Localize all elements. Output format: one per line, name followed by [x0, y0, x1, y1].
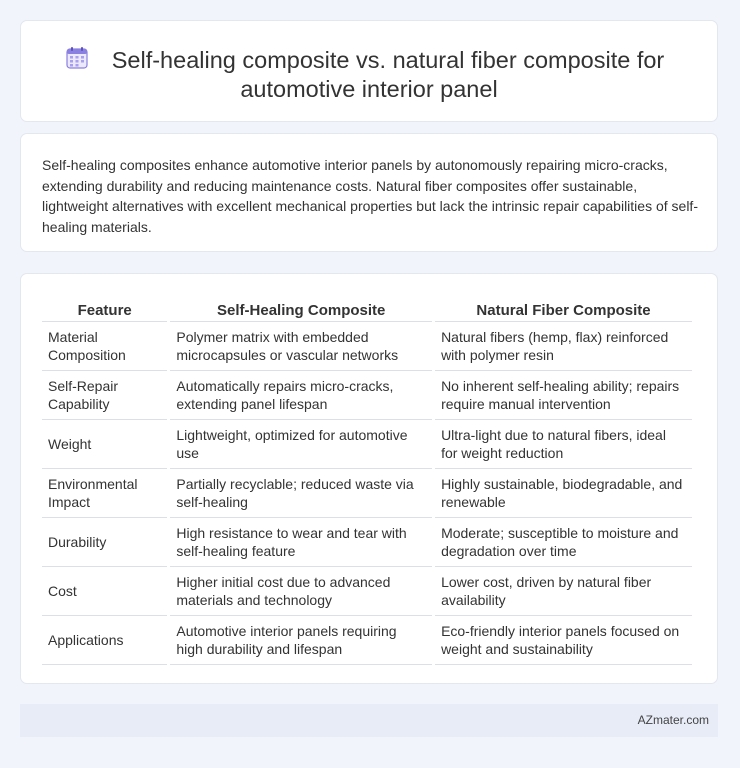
page-title [21, 46, 717, 104]
table-row [42, 420, 692, 469]
feature-cell: Environmental Impact [42, 469, 167, 518]
self-healing-cell: Automatically repairs micro-cracks, extending panel lifespan [170, 371, 432, 420]
table-row [42, 469, 692, 518]
feature-cell: Applications [42, 616, 167, 665]
feature-cell: Self-Repair Capability [42, 371, 167, 420]
natural-fiber-cell: Ultra-light due to natural fibers, ideal for weight reduction [435, 420, 692, 469]
summary-text: Self-healing composites enhance automotive interior panels by autonomously repairing micro-cracks, extending durability and reducing maintenance costs. Natural fiber composites offer sustainable, lightweight alternatives with excellent mechanical properties but lack the intrinsic repair capabilities of self-healing materials. [42, 157, 698, 235]
natural-fiber-cell: Highly sustainable, biodegradable, and renewable [435, 469, 692, 518]
self-healing-cell: Polymer matrix with embedded microcapsules or vascular networks [170, 322, 432, 371]
title-card [20, 20, 718, 122]
table-row [42, 518, 692, 567]
title-line-2: automotive interior panel [240, 76, 498, 102]
table-header-row [42, 294, 692, 322]
natural-fiber-cell: Natural fibers (hemp, flax) reinforced with polymer resin [435, 322, 692, 371]
summary-card [20, 133, 718, 252]
feature-cell: Durability [42, 518, 167, 567]
header-natural-fiber: Natural Fiber Composite [435, 294, 692, 322]
title-line-1: Self-healing composite vs. natural fiber composite for [111, 47, 665, 73]
natural-fiber-cell: No inherent self-healing ability; repairs require manual intervention [435, 371, 692, 420]
natural-fiber-cell: Lower cost, driven by natural fiber availability [435, 567, 692, 616]
header-self-healing: Self-Healing Composite [170, 294, 432, 322]
table-row [42, 616, 692, 665]
self-healing-cell: Higher initial cost due to advanced materials and technology [170, 567, 432, 616]
comparison-table [39, 294, 695, 665]
comparison-card [20, 273, 718, 684]
feature-cell: Weight [42, 420, 167, 469]
footer-site-link[interactable]: AZmater.com [637, 713, 709, 727]
self-healing-cell: Partially recyclable; reduced waste via self-healing [170, 469, 432, 518]
natural-fiber-cell: Moderate; susceptible to moisture and degradation over time [435, 518, 692, 567]
self-healing-cell: High resistance to wear and tear with self-healing feature [170, 518, 432, 567]
natural-fiber-cell: Eco-friendly interior panels focused on weight and sustainability [435, 616, 692, 665]
footer-bar [20, 704, 718, 737]
table-row [42, 371, 692, 420]
feature-cell: Cost [42, 567, 167, 616]
self-healing-cell: Automotive interior panels requiring high durability and lifespan [170, 616, 432, 665]
self-healing-cell: Lightweight, optimized for automotive use [170, 420, 432, 469]
header-feature: Feature [42, 294, 167, 322]
feature-cell: Material Composition [42, 322, 167, 371]
table-row [42, 322, 692, 371]
table-row [42, 567, 692, 616]
